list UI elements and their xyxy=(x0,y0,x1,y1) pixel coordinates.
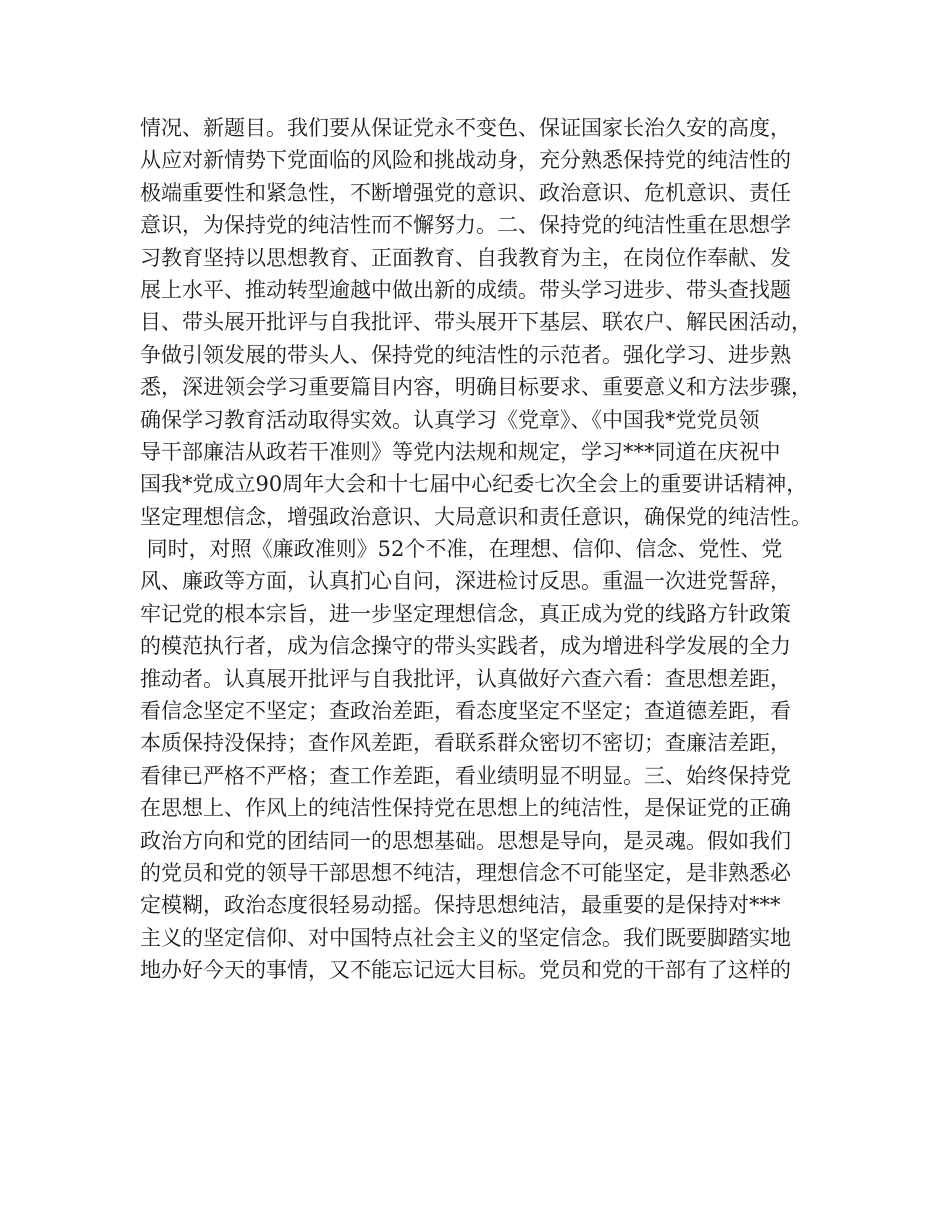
text-line: 坚定理想信念，增强政治意识、大局意识和责任意识，确保党的纯洁性。 xyxy=(140,504,812,529)
text-line: 确保学习教育活动取得实效。认真学习《党章》、《中国我*党党员领 xyxy=(140,407,760,432)
text-line: 国我*党成立90周年大会和十七届中心纪委七次全会上的重要讲话精神， xyxy=(140,472,808,497)
body-text xyxy=(140,112,840,987)
text-line: 从应对新情势下党面临的风险和挑战动身，充分熟悉保持党的纯洁性的 xyxy=(140,148,791,173)
text-line: 目、带头展开批评与自我批评、带头展开下基层、联农户、解民困活动， xyxy=(140,310,812,335)
text-line: 本质保持没保持；查作风差距，看联系群众密切不密切；查廉洁差距， xyxy=(140,731,791,756)
text-line: 在思想上、作风上的纯洁性保持党在思想上的纯洁性，是保证党的正确 xyxy=(140,796,791,821)
text-line: 看信念坚定不坚定；查政治差距，看态度坚定不坚定；查道德差距，看 xyxy=(140,699,791,724)
text-line: 定模糊，政治态度很轻易动摇。保持思想纯洁，最重要的是保持对*** xyxy=(140,893,781,918)
text-line: 的模范执行者，成为信念操守的带头实践者，成为增进科学发展的全力 xyxy=(140,634,791,659)
text-line: 主义的坚定信仰、对中国特点社会主义的坚定信念。我们既要脚踏实地 xyxy=(140,925,791,950)
text-line: 展上水平、推动转型逾越中做出新的成绩。带头学习进步、带头查找题 xyxy=(140,277,791,302)
text-line: 意识，为保持党的纯洁性而不懈努力。二、保持党的纯洁性重在思想学 xyxy=(140,213,791,238)
text-line: 同时，对照《廉政准则》52个不准，在理想、信仰、信念、党性、党 xyxy=(140,537,783,562)
text-line: 情况、新题目。我们要从保证党永不变色、保证国家长治久安的高度， xyxy=(140,116,791,140)
text-line: 争做引领发展的带头人、保持党的纯洁性的示范者。强化学习、进步熟 xyxy=(140,342,791,367)
text-line: 导干部廉洁从政若干准则》等党内法规和规定，学习***同道在庆祝中 xyxy=(140,439,781,464)
text-line: 风、廉政等方面，认真扪心自问，深进检讨反思。重温一次进党誓辞， xyxy=(140,569,791,594)
text-line: 牢记党的根本宗旨，进一步坚定理想信念，真正成为党的线路方针政策 xyxy=(140,601,791,626)
text-line: 政治方向和党的团结同一的思想基础。思想是导向，是灵魂。假如我们 xyxy=(140,828,791,853)
text-line: 极端重要性和紧急性，不断增强党的意识、政治意识、危机意识、责任 xyxy=(140,180,791,205)
text-line: 推动者。认真展开批评与自我批评，认真做好六查六看：查思想差距， xyxy=(140,666,791,691)
text-line: 地办好今天的事情，又不能忘记远大目标。党员和党的干部有了这样的 xyxy=(140,958,791,983)
text-line: 的党员和党的领导干部思想不纯洁，理想信念不可能坚定，是非熟悉必 xyxy=(140,860,791,885)
text-line: 看律已严格不严格；查工作差距，看业绩明显不明显。三、始终保持党 xyxy=(140,763,791,788)
text-line: 悉，深进领会学习重要篇目内容，明确目标要求、重要意义和方法步骤， xyxy=(140,375,812,400)
text-line: 习教育坚持以思想教育、正面教育、自我教育为主，在岗位作奉献、发 xyxy=(140,245,791,270)
